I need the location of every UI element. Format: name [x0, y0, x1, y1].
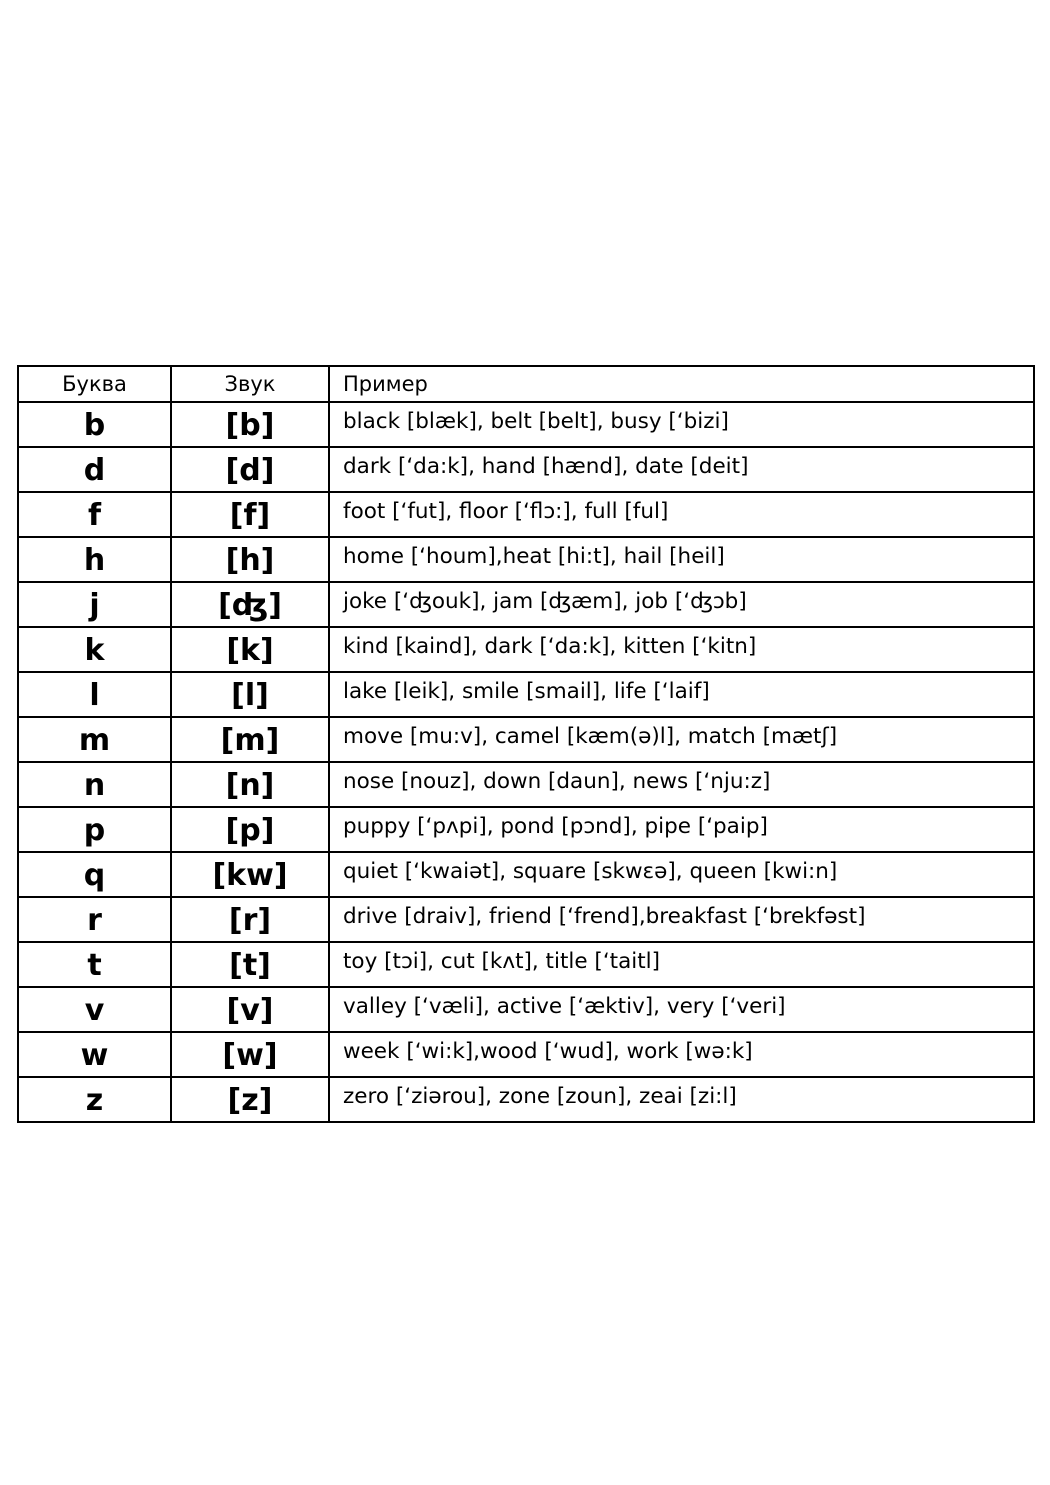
example-cell: toy [tɔi], cut [kʌt], title [‘taitl]	[329, 942, 1034, 987]
sound-cell: [t]	[171, 942, 329, 987]
table-row	[18, 807, 1034, 852]
table-header-row	[18, 366, 1034, 402]
sound-cell: [l]	[171, 672, 329, 717]
table-row	[18, 762, 1034, 807]
table-body	[18, 402, 1034, 1122]
header-sound: Звук	[171, 366, 329, 402]
table-row	[18, 537, 1034, 582]
example-cell: valley [‘væli], active [‘æktiv], very [‘veri]	[329, 987, 1034, 1032]
sound-cell: [d]	[171, 447, 329, 492]
letter-cell: n	[18, 762, 171, 807]
header-letter: Буква	[18, 366, 171, 402]
sound-cell: [ʤ]	[171, 582, 329, 627]
phonics-table	[17, 365, 1035, 1123]
example-cell: quiet [‘kwaiət], square [skwɛə], queen [kwi:n]	[329, 852, 1034, 897]
example-cell: dark [‘da:k], hand [hænd], date [deit]	[329, 447, 1034, 492]
letter-cell: v	[18, 987, 171, 1032]
example-cell: joke [‘ʤouk], jam [ʤæm], job [‘ʤɔb]	[329, 582, 1034, 627]
sound-cell: [n]	[171, 762, 329, 807]
letter-cell: f	[18, 492, 171, 537]
table-row	[18, 447, 1034, 492]
letter-cell: j	[18, 582, 171, 627]
letter-cell: q	[18, 852, 171, 897]
table-row	[18, 492, 1034, 537]
example-cell: puppy [‘pʌpi], pond [pɔnd], pipe [‘paip]	[329, 807, 1034, 852]
sound-cell: [w]	[171, 1032, 329, 1077]
example-cell: zero [‘ziərou], zone [zoun], zeai [zi:l]	[329, 1077, 1034, 1122]
sound-cell: [f]	[171, 492, 329, 537]
example-cell: kind [kaind], dark [‘da:k], kitten [‘kitn]	[329, 627, 1034, 672]
example-cell: week [‘wi:k],wood [‘wud], work [wə:k]	[329, 1032, 1034, 1077]
letter-cell: l	[18, 672, 171, 717]
letter-cell: k	[18, 627, 171, 672]
table-row	[18, 627, 1034, 672]
letter-cell: h	[18, 537, 171, 582]
sound-cell: [kw]	[171, 852, 329, 897]
sound-cell: [h]	[171, 537, 329, 582]
letter-cell: p	[18, 807, 171, 852]
sound-cell: [p]	[171, 807, 329, 852]
letter-cell: z	[18, 1077, 171, 1122]
table-row	[18, 942, 1034, 987]
sound-cell: [r]	[171, 897, 329, 942]
table-row	[18, 672, 1034, 717]
example-cell: nose [nouz], down [daun], news [‘nju:z]	[329, 762, 1034, 807]
example-cell: foot [‘fut], floor [‘flɔ:], full [ful]	[329, 492, 1034, 537]
example-cell: move [mu:v], camel [kæm(ə)l], match [mætʃ]	[329, 717, 1034, 762]
letter-cell: d	[18, 447, 171, 492]
table-row	[18, 897, 1034, 942]
example-cell: home [‘houm],heat [hi:t], hail [heil]	[329, 537, 1034, 582]
table-row	[18, 987, 1034, 1032]
example-cell: black [blæk], belt [belt], busy [‘bizi]	[329, 402, 1034, 447]
sound-cell: [m]	[171, 717, 329, 762]
sound-cell: [v]	[171, 987, 329, 1032]
table-row	[18, 582, 1034, 627]
table-row	[18, 1032, 1034, 1077]
letter-cell: b	[18, 402, 171, 447]
table-row	[18, 717, 1034, 762]
letter-cell: t	[18, 942, 171, 987]
example-cell: drive [draiv], friend [‘frend],breakfast [‘brekfəst]	[329, 897, 1034, 942]
sound-cell: [z]	[171, 1077, 329, 1122]
table-row	[18, 402, 1034, 447]
letter-cell: w	[18, 1032, 171, 1077]
sound-cell: [b]	[171, 402, 329, 447]
table-row	[18, 1077, 1034, 1122]
letter-cell: r	[18, 897, 171, 942]
letter-cell: m	[18, 717, 171, 762]
sound-cell: [k]	[171, 627, 329, 672]
example-cell: lake [leik], smile [smail], life [‘laif]	[329, 672, 1034, 717]
header-example: Пример	[329, 366, 1034, 402]
table-row	[18, 852, 1034, 897]
